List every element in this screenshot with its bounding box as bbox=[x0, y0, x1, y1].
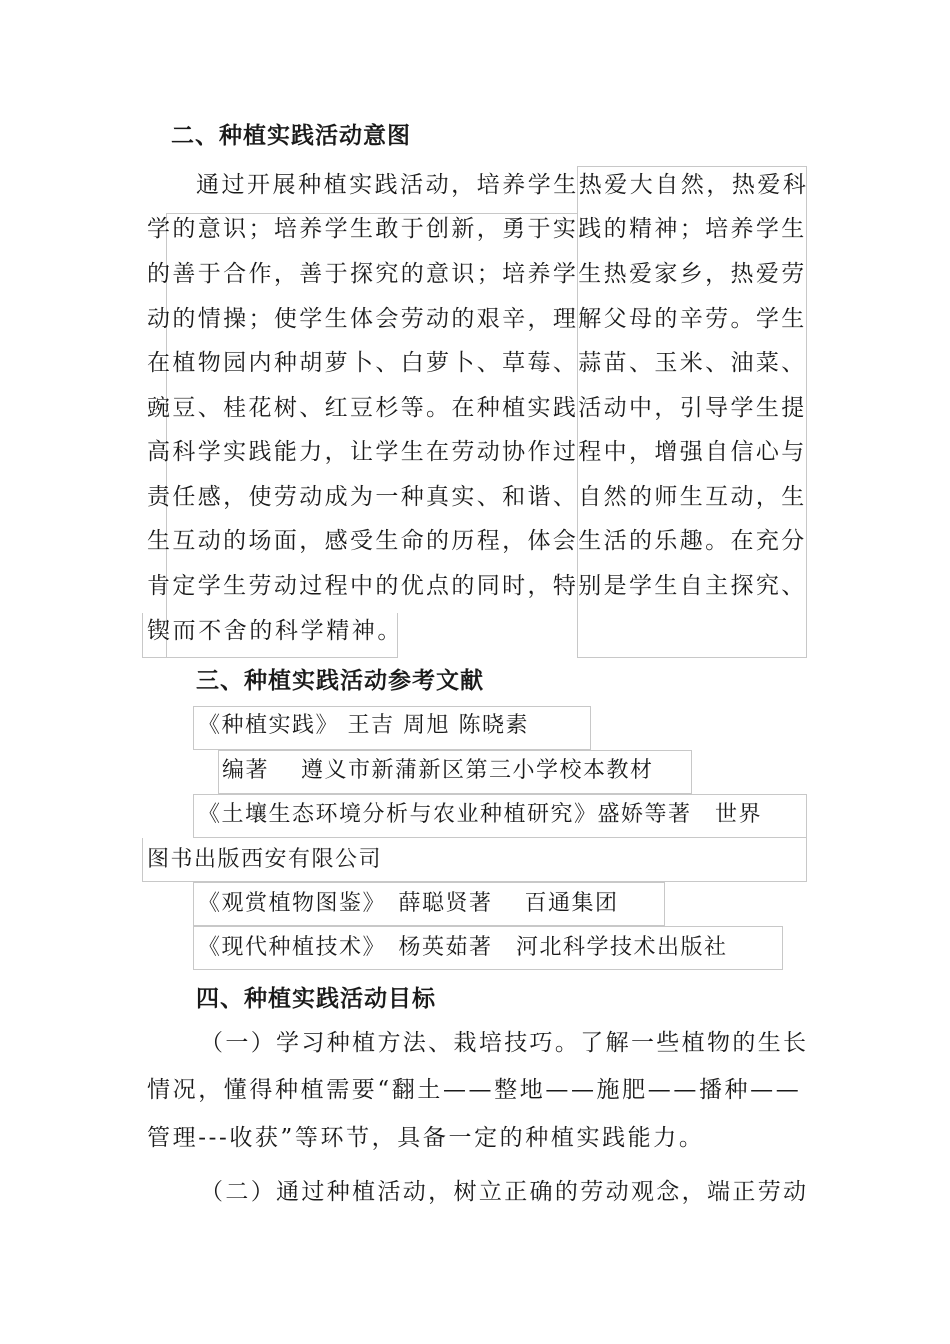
paragraph-line: 高科学实践能力，让学生在劳动协作过程中，增强自信心与 bbox=[147, 439, 807, 465]
paragraph-line: （一）学习种植方法、栽培技巧。了解一些植物的生长 bbox=[200, 1030, 809, 1056]
paragraph-line: 通过开展种植实践活动，培养学生热爱大自然，热爱科 bbox=[196, 172, 809, 198]
section-heading: 三、种植实践活动参考文献 bbox=[196, 668, 484, 694]
paragraph-line: 生互动的场面，感受生命的历程，体会生活的乐趣。在充分 bbox=[147, 528, 807, 554]
section-heading: 四、种植实践活动目标 bbox=[196, 986, 436, 1012]
paragraph-line: 锲而不舍的科学精神。 bbox=[147, 618, 403, 644]
reference-item: 《种植实践》 王吉 周旭 陈晓素 bbox=[198, 713, 529, 738]
reference-item: 《观赏植物图鉴》 薛聪贤著 百通集团 bbox=[198, 891, 619, 916]
paragraph-line: 责任感，使劳动成为一种真实、和谐、自然的师生互动，生 bbox=[147, 484, 807, 510]
paragraph-line: 情况，懂得种植需要“翻土——整地——施肥——播种—— bbox=[147, 1077, 802, 1103]
reference-item: 图书出版西安有限公司 bbox=[147, 847, 383, 872]
reference-item: 《土壤生态环境分析与农业种植研究》盛娇等著 世界 bbox=[198, 802, 763, 827]
paragraph-line: 管理---收获”等环节，具备一定的种植实践能力。 bbox=[147, 1125, 705, 1151]
paragraph-line: 肯定学生劳动过程中的优点的同时，特别是学生自主探究、 bbox=[147, 573, 807, 599]
paragraph-line: 豌豆、桂花树、红豆杉等。在种植实践活动中，引导学生提 bbox=[147, 395, 807, 421]
paragraph-line: 动的情操；使学生体会劳动的艰辛，理解父母的辛劳。学生 bbox=[147, 306, 807, 332]
reference-item: 编著 遵义市新蒲新区第三小学校本教材 bbox=[222, 758, 654, 783]
paragraph-line: 的善于合作，善于探究的意识；培养学生热爱家乡，热爱劳 bbox=[147, 261, 807, 287]
reference-item: 《现代种植技术》 杨英茹著 河北科学技术出版社 bbox=[198, 935, 728, 960]
paragraph-line: 学的意识；培养学生敢于创新，勇于实践的精神；培养学生 bbox=[147, 216, 807, 242]
section-heading: 二、种植实践活动意图 bbox=[171, 123, 411, 149]
paragraph-line: 在植物园内种胡萝卜、白萝卜、草莓、蒜苗、玉米、油菜、 bbox=[147, 350, 807, 376]
paragraph-line: （二）通过种植活动，树立正确的劳动观念，端正劳动 bbox=[200, 1179, 809, 1205]
